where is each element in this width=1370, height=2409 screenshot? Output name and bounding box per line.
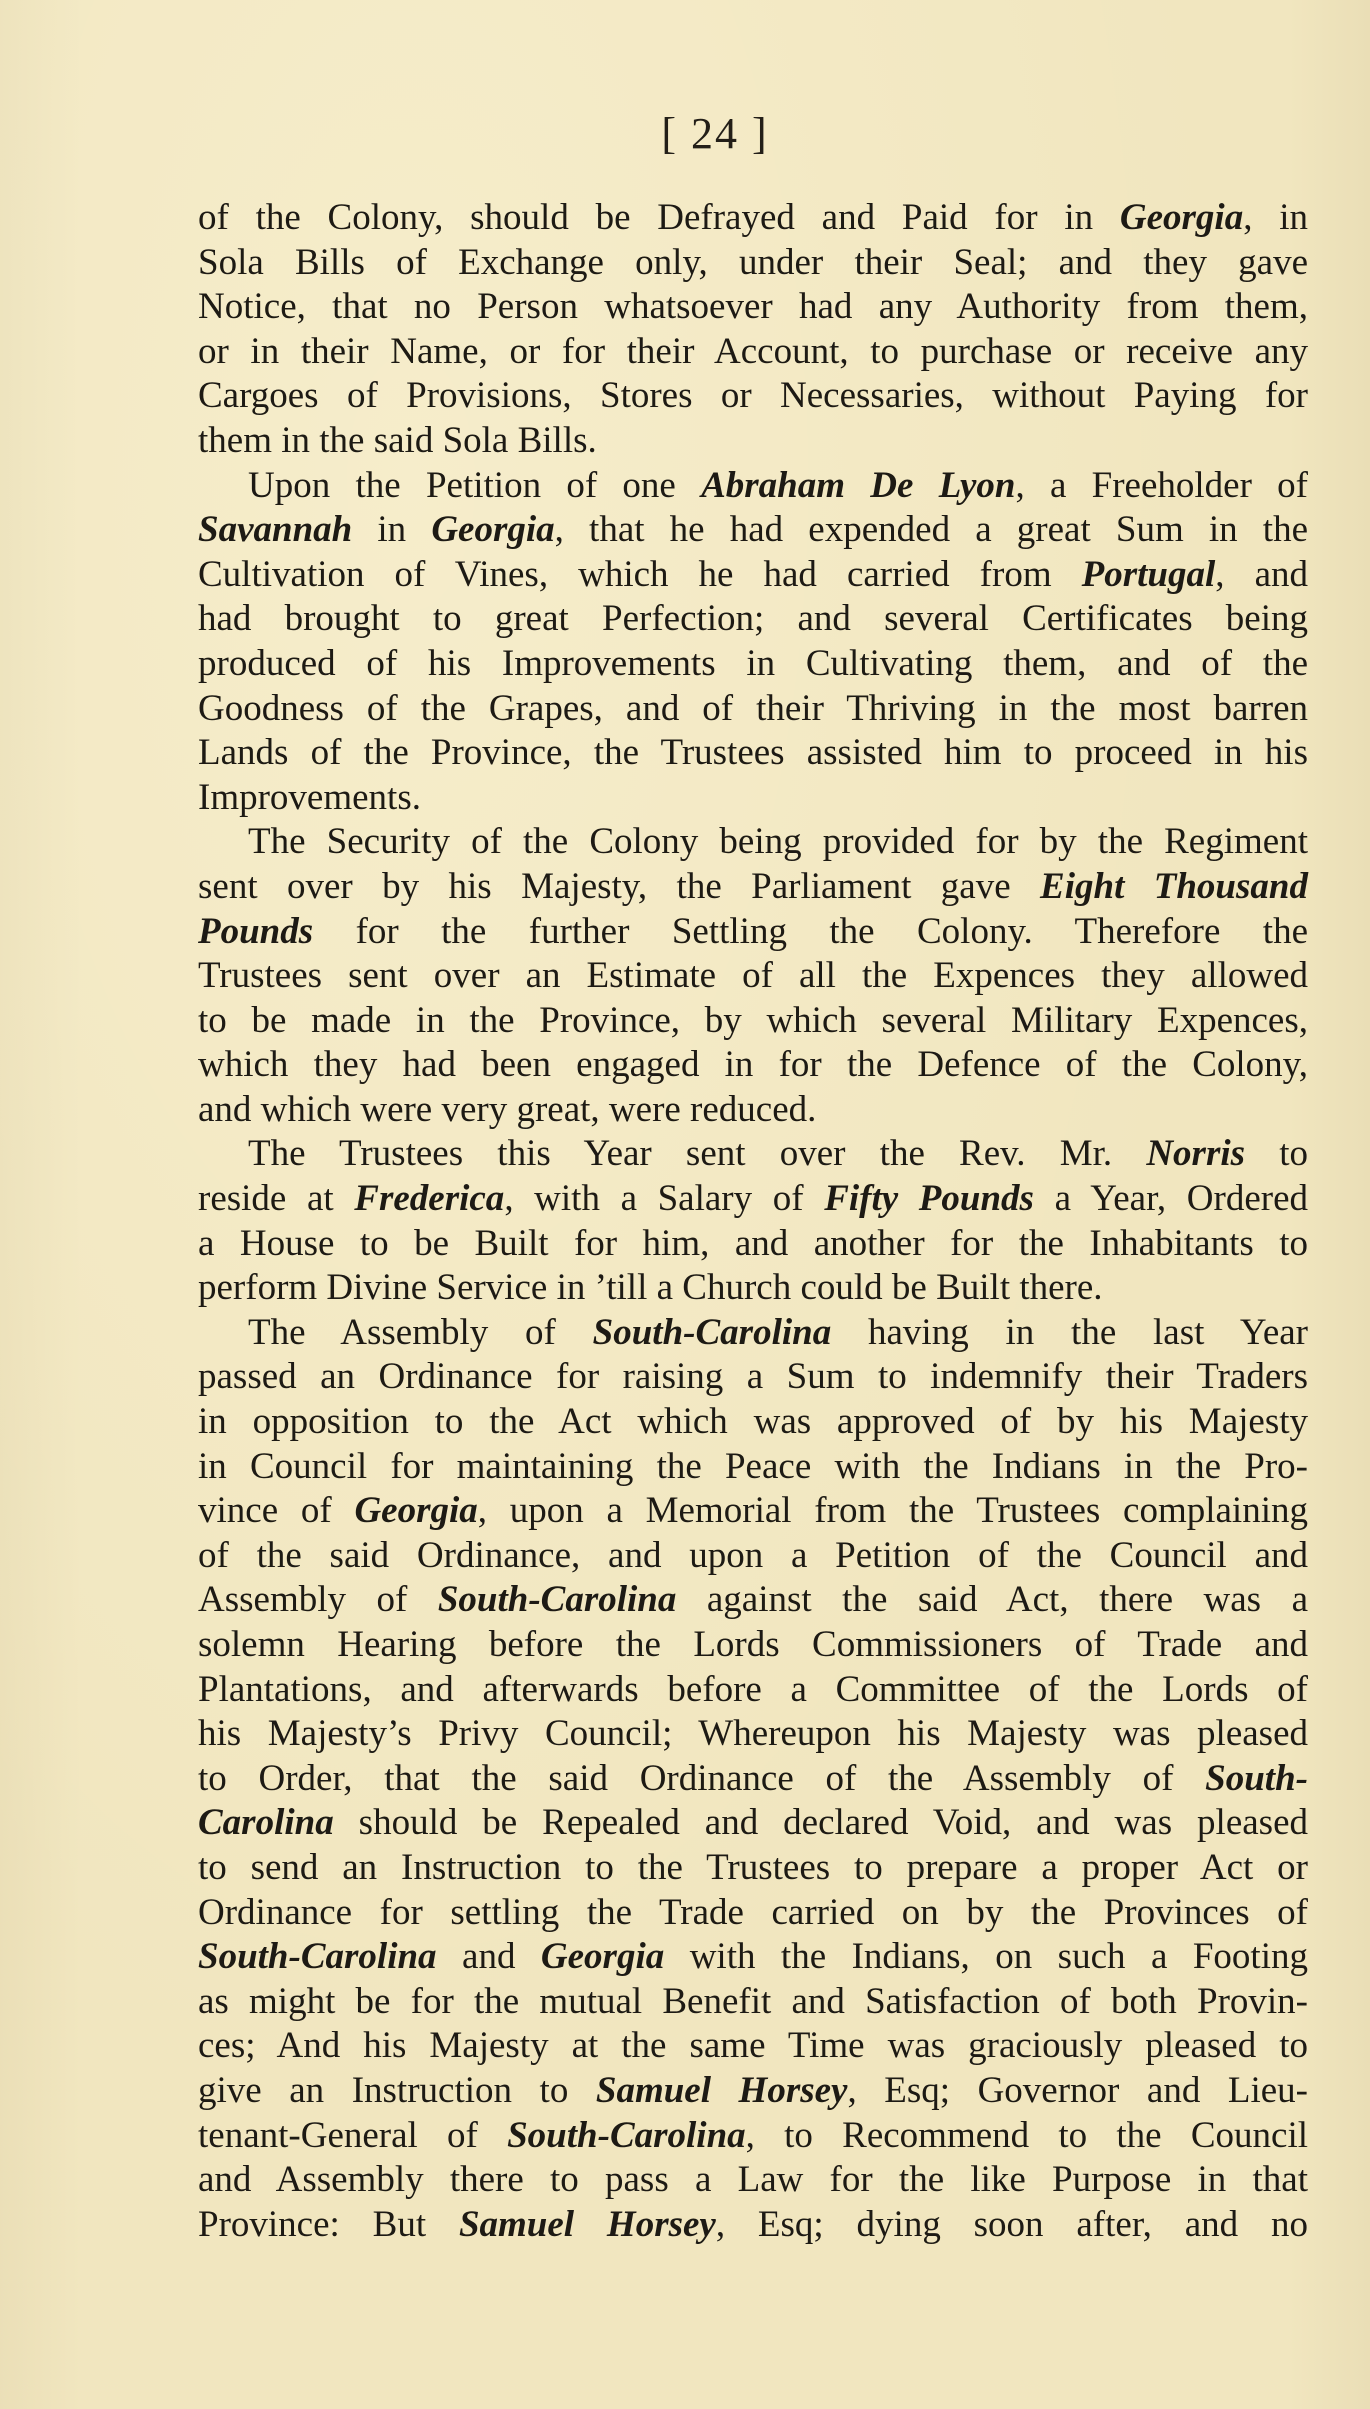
text-line: ces; And his Majesty at the same Time was graciously pleased to	[198, 2025, 1308, 2067]
text-line: Assembly of South-Carolina against the said Act, there was a	[198, 1579, 1308, 1621]
text-line: them in the said Sola Bills.	[198, 419, 597, 461]
text-line: or in their Name, or for their Account, to purchase or receive any	[198, 330, 1308, 372]
text-line: solemn Hearing before the Lords Commissioners of Trade and	[198, 1624, 1308, 1665]
text-line: a House to be Built for him, and another for the Inhabitants to	[198, 1222, 1308, 1264]
text-line: vince of Georgia, upon a Memorial from the Trustees complaining	[198, 1490, 1308, 1532]
text-line: as might be for the mutual Benefit and Satisfaction of both Provin-	[198, 1980, 1308, 2022]
text-line: Savannah in Georgia, that he had expended a great Sum in the	[198, 509, 1308, 551]
text-line: produced of his Improvements in Cultivating them, and of the	[198, 642, 1308, 684]
text-line: Notice, that no Person whatsoever had any Authority from them,	[198, 286, 1308, 328]
page-number: [ 24 ]	[661, 109, 769, 158]
text-line: to Order, that the said Ordinance of the Assembly of South-	[198, 1757, 1308, 1799]
text-line: The Security of the Colony being provided for by the Regiment	[248, 821, 1308, 863]
text-line: perform Divine Service in ’till a Church could be Built there.	[198, 1267, 1103, 1309]
text-line: Carolina should be Repealed and declared Void, and was pleased	[198, 1802, 1308, 1844]
text-line: Province: But Samuel Horsey, Esq; dying soon after, and no	[198, 2203, 1309, 2245]
text-line: and which were very great, were reduced.	[198, 1088, 817, 1130]
text-line: The Trustees this Year sent over the Rev. Mr. Norris to	[248, 1133, 1309, 1175]
text-line: in Council for maintaining the Peace with the Indians in the Pro-	[198, 1445, 1308, 1487]
text-line: sent over by his Majesty, the Parliament gave Eight Thousand	[198, 865, 1308, 907]
text-line: reside at Frederica, with a Salary of Fifty Pounds a Year, Ordered	[198, 1178, 1309, 1220]
text-line: Ordinance for settling the Trade carried on by the Provinces of	[198, 1891, 1308, 1933]
text-line: Sola Bills of Exchange only, under their Seal; and they gave	[198, 241, 1308, 283]
text-line: Goodness of the Grapes, and of their Thriving in the most barren	[198, 687, 1308, 729]
text-line: Pounds for the further Settling the Colony. Therefore the	[198, 910, 1308, 952]
text-line: Plantations, and afterwards before a Committee of the Lords of	[198, 1668, 1308, 1710]
text-line: give an Instruction to Samuel Horsey, Esq; Governor and Lieu-	[198, 2069, 1308, 2111]
text-line: Trustees sent over an Estimate of all the Expences they allowed	[198, 955, 1308, 997]
text-line: had brought to great Perfection; and several Certificates being	[198, 598, 1308, 640]
text-line: Cultivation of Vines, which he had carried from Portugal, and	[198, 553, 1308, 595]
text-line: his Majesty’s Privy Council; Whereupon his Majesty was pleased	[198, 1713, 1308, 1755]
text-line: The Assembly of South-Carolina having in the last Year	[248, 1311, 1308, 1353]
text-line: to be made in the Province, by which several Military Expences,	[198, 999, 1308, 1041]
text-line: of the said Ordinance, and upon a Petition of the Council and	[198, 1534, 1308, 1576]
text-line: of the Colony, should be Defrayed and Paid for in Georgia, in	[198, 197, 1309, 238]
text-line: in opposition to the Act which was approved of by his Majesty	[198, 1401, 1308, 1443]
text-line: passed an Ordinance for raising a Sum to indemnify their Traders	[198, 1356, 1308, 1398]
text-line: Improvements.	[198, 776, 421, 818]
text-line: Cargoes of Provisions, Stores or Necessaries, without Paying for	[198, 375, 1308, 417]
text-line: Lands of the Province, the Trustees assisted him to proceed in his	[198, 732, 1308, 774]
body-text	[198, 196, 1308, 2247]
text-line: and Assembly there to pass a Law for the like Purpose in that	[198, 2159, 1308, 2201]
text-line: South-Carolina and Georgia with the Indians, on such a Footing	[198, 1936, 1308, 1978]
text-line: Upon the Petition of one Abraham De Lyon, a Freeholder of	[248, 464, 1309, 506]
text-line: to send an Instruction to the Trustees to prepare a proper Act or	[198, 1846, 1308, 1888]
text-line: tenant-General of South-Carolina, to Recommend to the Council	[198, 2114, 1308, 2156]
text-line: which they had been engaged in for the Defence of the Colony,	[198, 1044, 1308, 1086]
